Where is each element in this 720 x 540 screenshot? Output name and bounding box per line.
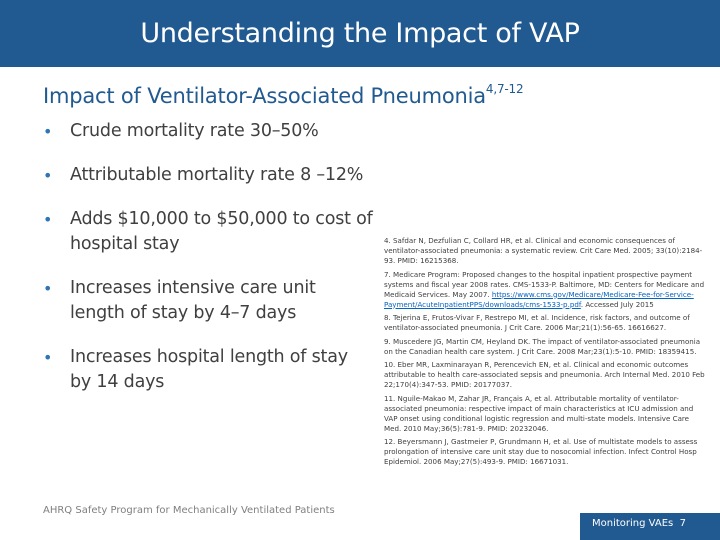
reference-7 (384, 270, 708, 310)
bullet-icon: • (43, 348, 53, 367)
slide-subtitle (43, 82, 703, 108)
subtitle-text: Impact of Ventilator-Associated Pneumonia (43, 84, 486, 108)
bullet-icon: • (43, 166, 53, 185)
bullet-item (43, 163, 373, 188)
reference-7-text: 7. Medicare Program: Proposed changes to the hospital inpatient prospective payment systems and fiscal year 2008 rates. CMS-1533-P. Baltimore, MD: Centers for Medicare and Medicaid Services. May 2007. (384, 269, 705, 299)
references (384, 236, 708, 471)
bullet-text: Increases intensive care unit length of stay by 4–7 days (70, 278, 316, 323)
reference-7-link[interactable]: https://www.cms.gov/Medicare/Medicare-Fee-for-Service-Payment/AcuteInpatientPPS/downloads/cms-1533-p.pdf (384, 289, 694, 309)
page-number: 7 (679, 518, 686, 529)
reference-4: 4. Safdar N, Dezfulian C, Collard HR, et al. Clinical and economic consequences of ventilator-associated pneumonia: a systematic review. Crit Care Med. 2005; 33(10):2184-93. PMID: 16215368. (384, 236, 703, 265)
slide-title: Understanding the Impact of VAP (140, 18, 580, 49)
bullet-item (43, 345, 373, 395)
reference-7-accessed: . Accessed July 2015 (580, 299, 654, 309)
reference-12: 12. Beyersmann J, Gastmeier P, Grundmann H, et al. Use of multistate models to assess prolongation of intensive care unit stay due to nosocomial infection. Infect Control Hosp Epidemiol. 2006 May;27(5):493-9. PMID: 16671031. (384, 437, 698, 466)
footer-label: Monitoring VAEs (592, 518, 674, 529)
bullet-item (43, 276, 373, 326)
bullet-text: Increases hospital length of stay by 14 days (70, 347, 348, 392)
reference-11: 11. Nguile-Makao M, Zahar JR, Français A, et al. Attributable mortality of ventilator-associated pneumonia: respective impact of main characteristics at ICU admission and VAP onset using conditional logistic regression and multi-state models. Intensive Care Med. 2010 May;36(5):781-9. PMID: 20232046. (384, 393, 694, 433)
bullet-text: Attributable mortality rate 8 –12% (70, 165, 364, 185)
footer-program-name: AHRQ Safety Program for Mechanically Ventilated Patients (43, 505, 335, 516)
reference-9: 9. Muscedere JG, Martin CM, Heyland DK. The impact of ventilator-associated pneumonia on the Canadian health care system. J Crit Care. 2008 Mar;23(1):5-10. PMID: 18359415. (384, 336, 701, 356)
reference-8: 8. Tejerina E, Frutos-Vivar F, Restrepo MI, et al. Incidence, risk factors, and outcome of ventilator-associated pneumonia. J Crit Care. 2006 Mar;21(1):56-65. 16616627. (384, 313, 690, 332)
footer-bar (580, 513, 720, 540)
bullet-list (43, 119, 373, 395)
bullet-icon: • (43, 210, 53, 229)
title-bar (0, 0, 720, 67)
bullet-icon: • (43, 279, 53, 298)
bullet-icon: • (43, 122, 53, 141)
reference-10: 10. Eber MR, Laxminarayan R, Perencevich EN, et al. Clinical and economic outcomes attributable to health care-associated sepsis and pneumonia. Arch Internal Med. 2010 Feb 22;170(4):347-53. PMID: 20177037. (384, 360, 705, 389)
bullet-text: Adds $10,000 to $50,000 to cost of hospital stay (70, 209, 373, 254)
bullet-item (43, 119, 373, 144)
bullet-item (43, 207, 373, 257)
subtitle-citation: 4,7-12 (485, 82, 524, 96)
bullet-text: Crude mortality rate 30–50% (70, 121, 319, 141)
